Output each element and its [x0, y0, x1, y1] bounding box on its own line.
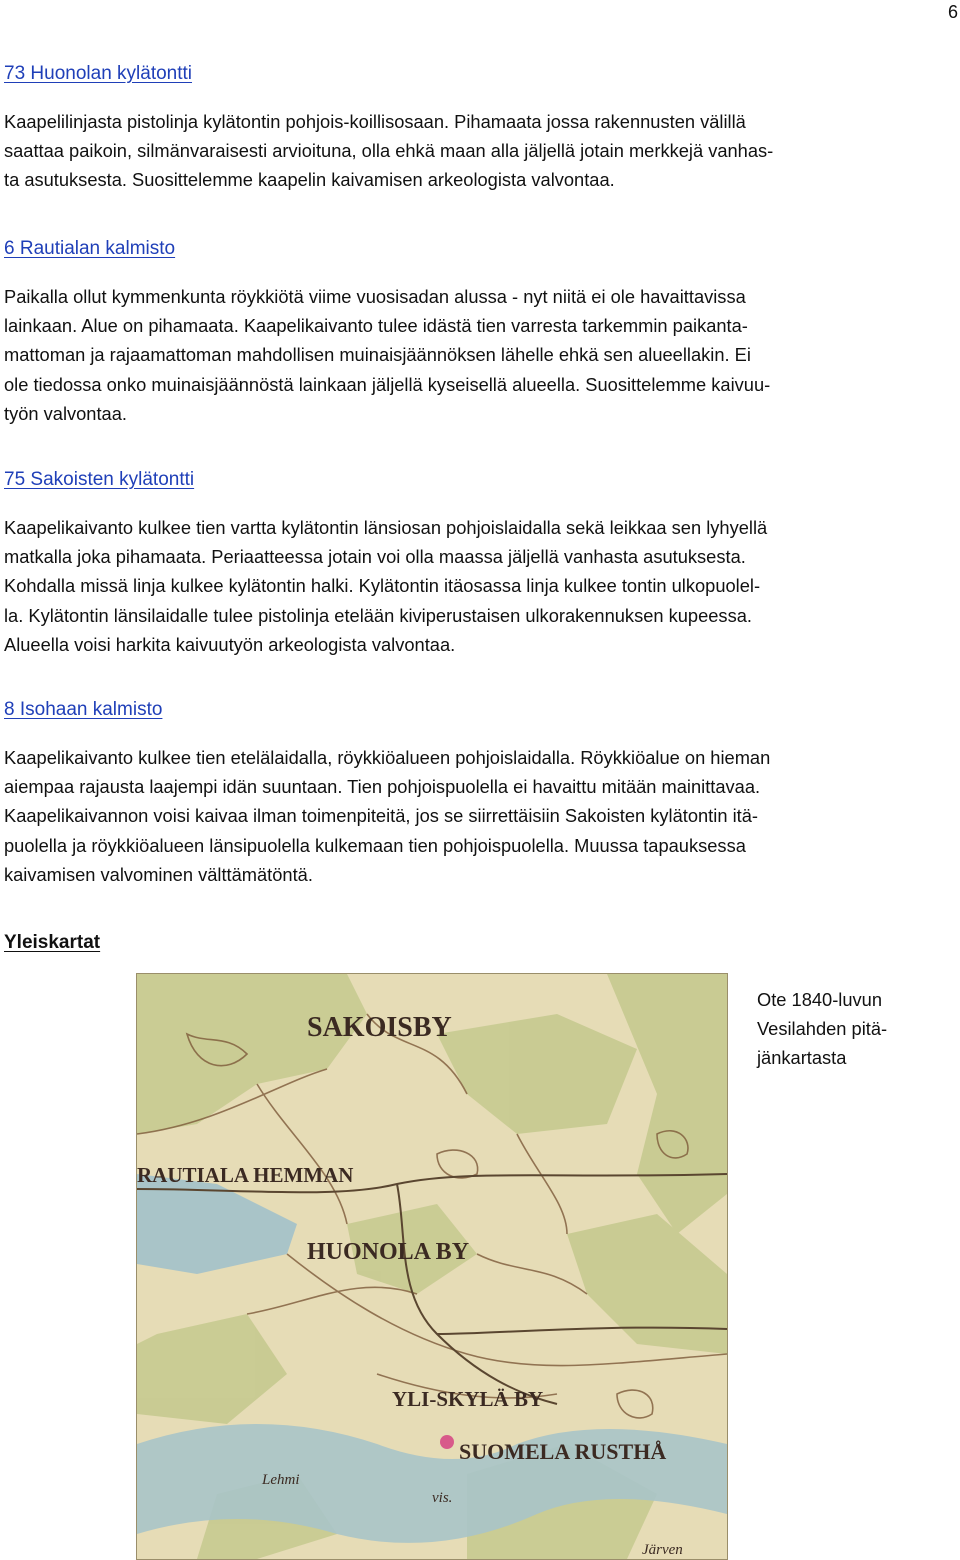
body-line: Alueella voisi harkita kaivuutyön arkeologista valvontaa.: [4, 633, 456, 655]
page-number: 6: [947, 2, 958, 22]
section-heading[interactable]: 73 Huonolan kylätontti: [4, 63, 193, 84]
section-heading[interactable]: 75 Sakoisten kylätontti: [4, 469, 195, 490]
body-line: Paikalla ollut kymmenkunta röykkiötä viime vuosisadan alussa - nyt niitä ei ole havaittavissa: [4, 286, 746, 307]
caption-line: jänkartasta: [757, 1047, 847, 1068]
body-line: saattaa paikoin, silmänvaraisesti arvioituna, olla ehkä maan alla jäljellä jotain merkkejä vanhas-: [4, 140, 774, 162]
map-label-rautiala: RAUTIALA HEMMAN: [137, 1163, 354, 1187]
map-label-sakoisby: SAKOISBY: [307, 1012, 452, 1043]
manor-marker: [440, 1435, 454, 1449]
body-line: Kohdalla missä linja kulkee kylätontin halki. Kylätontin itäosassa linja kulkee tontin ulkopuolel-: [4, 575, 761, 597]
body-line: mattoman ja rajaamattoman mahdollisen muinaisjäännöksen lähelle ehkä sen alueellakin. Ei: [4, 344, 751, 366]
section-huonola: [4, 62, 952, 195]
body-line: ta asutuksesta. Suosittelemme kaapelin kaivamisen arkeologista valvontaa.: [4, 169, 615, 191]
body-line: lainkaan. Alue on pihamaata. Kaapelikaivanto tulee idästä tien varresta tarkemmin paikanta-: [4, 315, 748, 337]
body-line: Kaapelikaivannon voisi kaivaa ilman toimenpiteitä, jos se siirrettäisiin Sakoisten kylätontin itä-: [4, 805, 758, 827]
body-line: matkalla joka pihamaata. Periaatteessa jotain voi olla maassa jäljellä vanhasta asutuksesta.: [4, 546, 746, 568]
section-heading[interactable]: 8 Isohaan kalmisto: [4, 699, 163, 720]
body-line: kaivamisen valvominen välttämätöntä.: [4, 863, 313, 885]
body-line: aiempaa rajausta laajempi idän suuntaan. Tien pohjoispuolella ei havaittu mitään mainittavaa.: [4, 776, 761, 798]
section-heading[interactable]: 6 Rautialan kalmisto: [4, 238, 176, 259]
body-line: puolella ja röykkiöalueen länsipuolella kulkemaan tien pohjoispuolella. Muussa tapauksessa: [4, 834, 746, 856]
historical-map: [136, 973, 728, 1560]
body-line: Kaapelilinjasta pistolinja kylätontin pohjois-koillisosaan. Pihamaata jossa rakennusten välillä: [4, 111, 746, 132]
map-label-huonola: HUONOLA BY: [307, 1239, 470, 1265]
map-label-jarven: Järven: [642, 1542, 683, 1558]
section-isohaka: [4, 698, 952, 889]
section-body: [4, 107, 952, 195]
map-caption: [757, 985, 887, 1072]
map-label-lehmi: Lehmi: [262, 1472, 300, 1488]
body-line: Kaapelikaivanto kulkee tien etelälaidalla, röykkiöalueen pohjoislaidalla. Röykkiöalue on hieman: [4, 747, 771, 768]
overview-maps-heading: Yleiskartat: [4, 932, 101, 953]
section-body: [4, 743, 952, 889]
map-label-suomela: SUOMELA RUSTHÅ: [459, 1439, 667, 1464]
section-sakoinen: [4, 468, 952, 659]
body-line: la. Kylätontin länsilaidalle tulee pistolinja etelään kiviperustaisen ulkorakennuksen kupeessa.: [4, 604, 752, 626]
caption-line: Ote 1840-luvun: [757, 989, 883, 1010]
body-line: työn valvontaa.: [4, 402, 127, 424]
section-rautiala: [4, 237, 952, 428]
map-illustration: [137, 974, 727, 1559]
map-label-yliskyla: YLI-SKYLÄ BY: [392, 1387, 544, 1411]
map-label-vis: vis.: [432, 1490, 453, 1506]
body-line: ole tiedossa onko muinaisjäännöstä lainkaan jäljellä kyseisellä alueella. Suosittelemme kaivuu-: [4, 373, 771, 395]
caption-line: Vesilahden pitä-: [757, 1018, 888, 1039]
section-body: [4, 282, 952, 428]
body-line: Kaapelikaivanto kulkee tien vartta kylätontin länsiosan pohjoislaidalla sekä leikkaa sen lyhyellä: [4, 517, 768, 538]
section-body: [4, 513, 952, 659]
